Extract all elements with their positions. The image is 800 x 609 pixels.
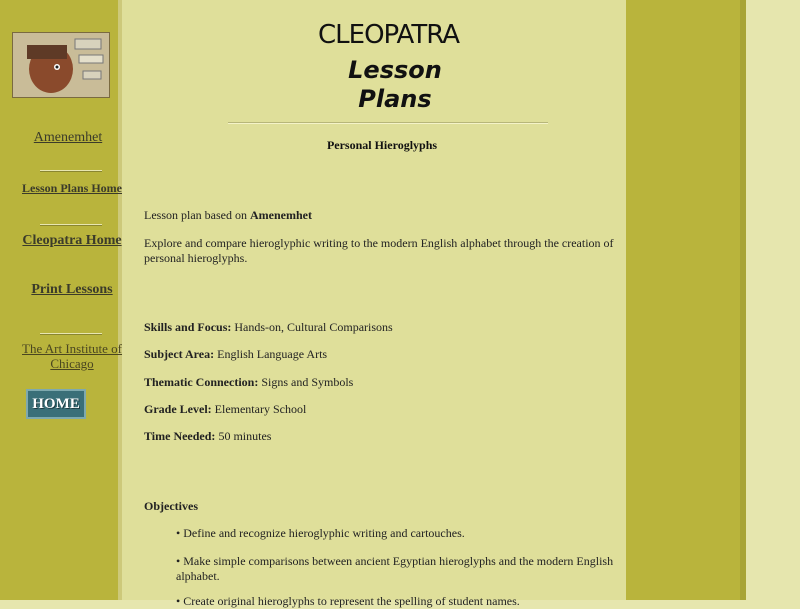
detail-thematic-connection [144, 375, 622, 390]
detail-time-needed [144, 429, 622, 444]
page-title-line: Plans [358, 85, 432, 113]
detail-label: Grade Level: [144, 402, 212, 416]
nav-link-cleopatra-home[interactable]: Cleopatra Home [22, 233, 122, 248]
home-button[interactable]: HOME [26, 389, 86, 419]
page-title-line: Lesson [348, 56, 442, 84]
nav-link-print-lessons[interactable]: Print Lessons [31, 282, 113, 297]
detail-value: Elementary School [214, 402, 307, 416]
detail-value: English Language Arts [217, 347, 328, 361]
detail-value: Hands-on, Cultural Comparisons [234, 320, 393, 334]
detail-subject-area [144, 347, 622, 362]
page-title [320, 56, 470, 114]
detail-grade-level [144, 402, 622, 417]
objective-item: • Create original hieroglyphs to represent the spelling of student names. [176, 594, 520, 608]
objective-item: • Make simple comparisons between ancient Egyptian hieroglyphs and the modern English alphabet. [176, 554, 614, 583]
page-background [746, 0, 800, 600]
objective-item: • Define and recognize hieroglyphic writing and cartouches. [176, 526, 465, 540]
lesson-name: Personal Hieroglyphs [326, 138, 438, 152]
detail-value: Signs and Symbols [261, 375, 354, 389]
nav-link-lesson-plans-home[interactable]: Lesson Plans Home [21, 181, 122, 195]
lesson-description: Explore and compare hieroglyphic writing to the modern English alphabet through the creation of personal hieroglyphs. [144, 236, 614, 265]
nav-divider [40, 333, 102, 335]
based-on-prefix: Lesson plan based on [144, 208, 250, 222]
objectives-heading-text: Objectives [144, 499, 198, 513]
right-border-band [626, 0, 740, 600]
detail-skills-focus [144, 320, 622, 335]
detail-label: Subject Area: [144, 347, 215, 361]
nav-divider [40, 224, 102, 226]
nav-link-amenemhet[interactable]: Amenemhet [33, 130, 103, 145]
title-divider [228, 122, 548, 124]
detail-label: Skills and Focus: [144, 320, 232, 334]
based-on-name: Amenemhet [249, 208, 312, 222]
amenemhet-thumbnail-image[interactable] [12, 32, 110, 98]
detail-label: Time Needed: [144, 429, 216, 443]
detail-value: 50 minutes [218, 429, 272, 443]
nav-link-art-institute-chicago[interactable]: The Art Institute of Chicago [22, 341, 123, 371]
based-on-line [144, 208, 622, 223]
nav-divider [40, 170, 102, 172]
cleopatra-logo: CLEOPATRA [318, 20, 459, 50]
objectives-heading [144, 499, 622, 514]
detail-label: Thematic Connection: [144, 375, 259, 389]
